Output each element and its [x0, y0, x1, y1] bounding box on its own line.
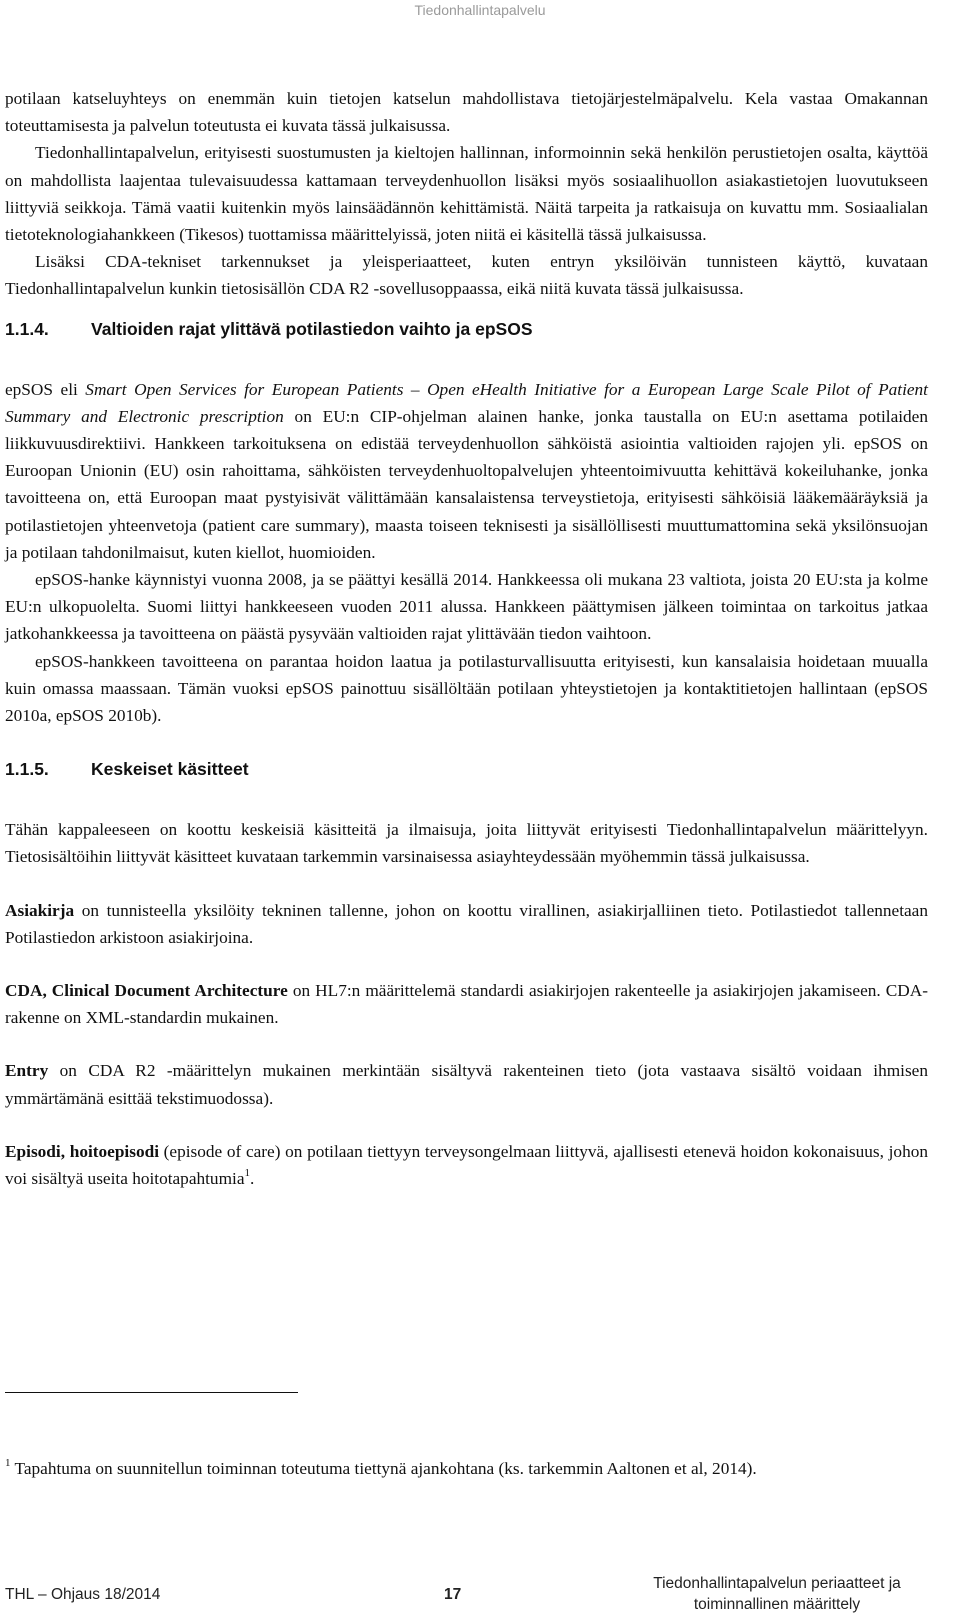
text-run: on EU:n CIP-ohjelman alainen hanke, jonka taustalla on EU:n asettama potilaiden liikkuvuusdirektiivi. Hankkeen tarkoituksena on edistää terveydenhuollon sähköistä asiointia valtioiden rajojen yli. epSOS on Euroopan Unionin (EU) osin rahoittama, sähköisten terveydenhuoltopalvelujen yhteentoimivuutta kehittävä kokeiluhanke, jonka tavoitteena on, että Euroopan maat pystyisivät välittämään kansalaistensa terveystietoja, erityisesti sähköisiä lääkemääräyksiä ja potilastietojen yhteenvetoja (patient care summary), maasta toiseen teknisesti ja sisällöllisesti muuttumattomina sekä yksilönsuojan ja potilaan tahdonilmaisut, kuten kiellot, huomioiden. — [5, 406, 928, 562]
definition-term: Entry — [5, 1061, 49, 1081]
definition-term: CDA, Clinical Document Architecture — [5, 981, 288, 1001]
footnote — [5, 1456, 928, 1482]
paragraph: epSOS-hankkeen tavoitteena on parantaa hoidon laatua ja potilasturvallisuutta erityisesti, kun kansalaisia hoidetaan muualla kuin omassa maassaan. Tämän vuoksi epSOS painottuu sisällöltään potilaan yhteystietojen ja kontaktitietojen hallintaan (epSOS 2010a, epSOS 2010b). — [5, 651, 928, 726]
section-title: Valtioiden rajat ylittävä potilastiedon vaihto ja epSOS — [91, 318, 533, 339]
text-run: epSOS eli — [5, 379, 86, 399]
definition-entry — [5, 1057, 928, 1111]
paragraph: Tähän kappaleeseen on koottu keskeisiä käsitteitä ja ilmaisuja, joita liittyvät erityisesti Tiedonhallintapalvelun määrittelyyn. Tietosisältöihin liittyvät käsitteet kuvataan tarkemmin varsinaisessa asiayhteydessään myöhemmin tässä julkaisussa. — [5, 820, 928, 867]
page-number: 17 — [444, 1586, 462, 1603]
paragraph: epSOS-hanke käynnistyi vuonna 2008, ja se päättyi kesällä 2014. Hankkeessa oli mukana 23 valtiota, joista 20 EU:sta ja kolme EU:n ulkopuolelta. Suomi liittyi hankkeeseen vuoden 2011 alussa. Hankkeen päättymisen jälkeen toimintaa on tarkoitus jatkaa jatkohankkeessa ja tavoitteena on päästä pysyvään valtioiden rajat ylittävään tiedon vaihtoon. — [5, 570, 928, 644]
definition-term: Episodi, hoitoepisodi — [5, 1141, 160, 1161]
footnote-mark: 1 — [5, 1457, 11, 1469]
italic-text: Smart Open Services for European Patients – Open eHealth Initiative for a European Large Scale Pilot of Patient Summary and Electronic prescription — [5, 379, 928, 426]
definition-cda — [5, 977, 928, 1031]
footer-title-line: Tiedonhallintapalvelun periaatteet ja — [653, 1575, 901, 1592]
definition-text: on tunnisteella yksilöity tekninen tallenne, johon on koottu virallinen, asiakirjalliinen tieto. Potilastiedot tallennetaan Potilastiedon arkistoon asiakirjoina. — [5, 900, 928, 947]
definition-asiakirja — [5, 897, 928, 951]
section-number: 1.1.4. — [5, 318, 49, 339]
paragraph: Tiedonhallintapalvelun, erityisesti suostumusten ja kieltojen hallinnan, informoinnin sekä henkilön perustietojen osalta, käyttöä on mahdollista laajentaa tulevaisuudessa kattamaan terveydenhuollon lisäksi myös sosiaalihuollon asiakastietojen luovutukseen liittyviä seikkoja. Tämä vaatii kuitenkin myös lainsäädännön kehittämistä. Näitä tarpeita ja ratkaisuja on kuvattu mm. Sosiaalialan tietoteknologiahankkeen (Tikesos) tuottamissa määrittelyissä, joten niitä ei käsitellä tässä julkaisussa. — [5, 143, 928, 245]
paragraph: Lisäksi CDA-tekniset tarkennukset ja yleisperiaatteet, kuten entryn yksilöivän tunnisteen käyttö, kuvataan Tiedonhallintapalvelun kunkin tietosisällön CDA R2 -sovellusoppaassa, eikä niitä kuvata tässä julkaisussa. — [5, 252, 928, 299]
section-heading-1-1-5 — [5, 756, 928, 782]
footer-publication: THL – Ohjaus 18/2014 — [5, 1586, 161, 1603]
section-number: 1.1.5. — [5, 759, 49, 780]
footnote-text: Tapahtuma on suunnitellun toiminnan toteutuma tiettynä ajankohtana (ks. tarkemmin Aaltonen et al, 2014). — [10, 1459, 757, 1478]
running-header: Tiedonhallintapalvelu — [414, 2, 546, 18]
footnote-separator — [5, 1392, 298, 1393]
footer-document-title — [646, 1573, 908, 1615]
text-run: . — [250, 1169, 255, 1189]
footnote-ref[interactable]: 1 — [244, 1167, 250, 1180]
section-heading-1-1-4 — [5, 316, 928, 342]
definition-text: (episode of care) on potilaan tiettyyn terveysongelmaan liittyvä, ajallisesti etenevä hoidon kokonaisuus, johon voi sisältyä useita hoitotapahtumia — [5, 1141, 928, 1189]
definition-episodi — [5, 1138, 928, 1192]
paragraph — [5, 376, 928, 566]
section-title: Keskeiset käsitteet — [91, 759, 249, 780]
page-body — [5, 85, 928, 1192]
paragraph: potilaan katseluyhteys on enemmän kuin tietojen katselun mahdollistava tietojärjestelmäpalvelu. Kela vastaa Omakannan toteuttamisesta ja palvelun toteutusta ei kuvata tässä julkaisussa. — [5, 89, 928, 136]
definition-term: Asiakirja — [5, 900, 75, 920]
page-footer — [0, 1575, 960, 1620]
definition-text: on HL7:n määrittelemä standardi asiakirjojen rakenteelle ja asiakirjojen jakamiseen. CDA-rakenne on XML-standardin mukainen. — [5, 981, 928, 1028]
definition-text: on CDA R2 -määrittelyn mukainen merkintään sisältyvä rakenteinen tieto (jota vastaava sisältö voidaan ihmisen ymmärtämänä esittää tekstimuodossa). — [5, 1061, 928, 1108]
footer-title-line: toiminnallinen määrittely — [693, 1596, 861, 1613]
